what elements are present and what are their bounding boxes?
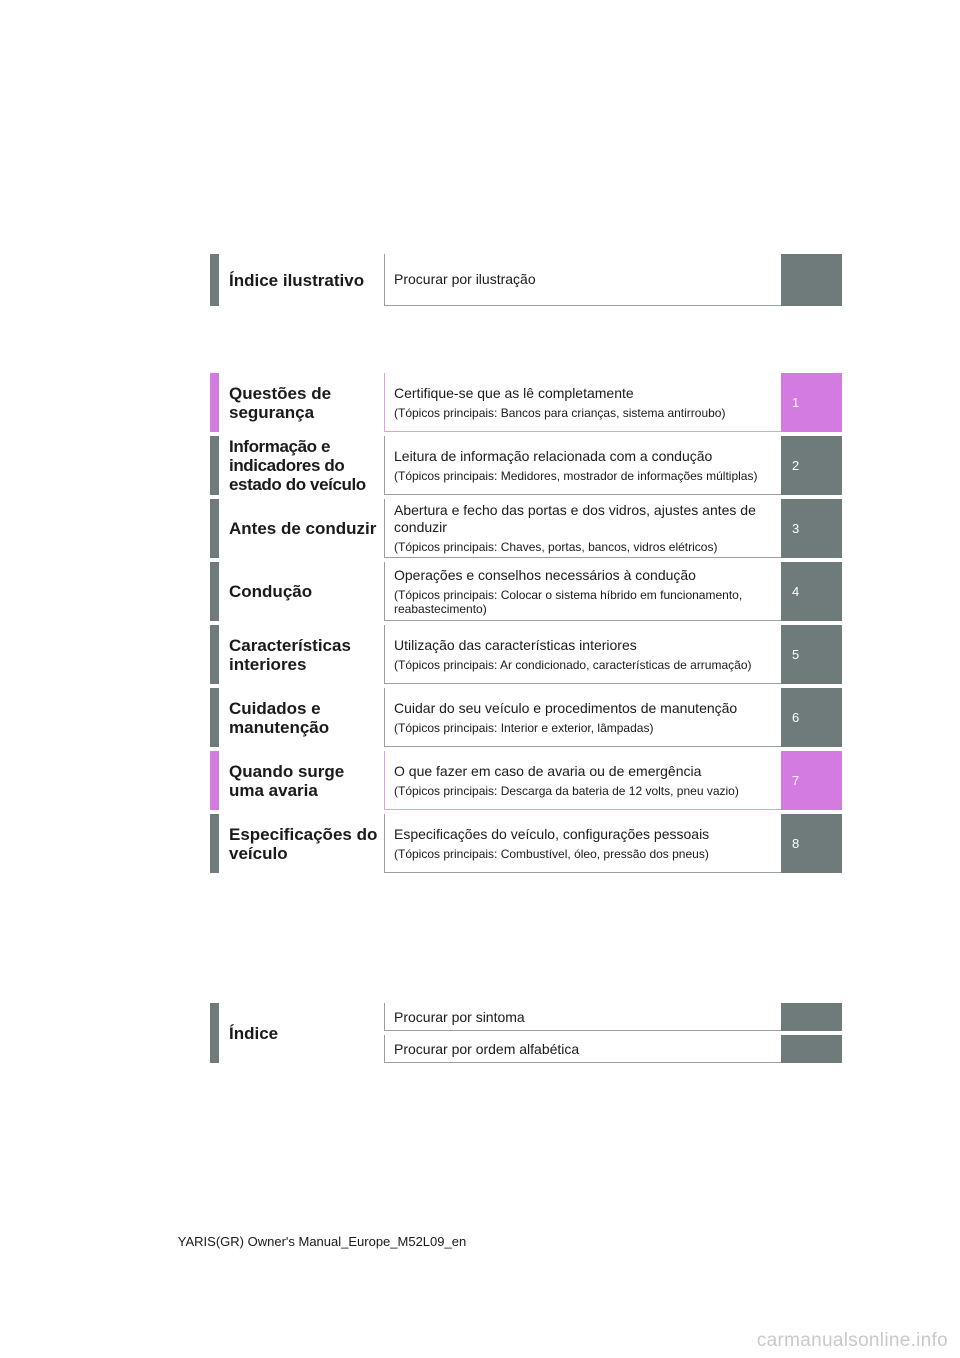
chapter-desc-main: Cuidar do seu veículo e procedimentos de manutenção bbox=[394, 699, 738, 716]
chapter-row-7[interactable] bbox=[210, 751, 842, 810]
chapter-desc bbox=[384, 562, 781, 621]
row-marker-bar bbox=[210, 751, 219, 810]
chapter-desc bbox=[384, 814, 781, 873]
row-marker-bar bbox=[210, 814, 219, 873]
index-item-tab[interactable] bbox=[781, 1035, 842, 1063]
chapter-title: Especificações do veículo bbox=[229, 824, 378, 863]
chapter-desc-sub: (Tópicos principais: Medidores, mostrador de informações múltiplas) bbox=[394, 468, 758, 483]
illustrative-index-title: Índice ilustrativo bbox=[229, 270, 365, 290]
chapter-tab[interactable]: 8 bbox=[781, 814, 842, 873]
illustrative-index-desc bbox=[384, 254, 781, 306]
chapter-desc-sub: (Tópicos principais: Ar condicionado, características de arrumação) bbox=[394, 657, 752, 672]
chapter-row-6[interactable] bbox=[210, 688, 842, 747]
chapter-title: Condução bbox=[229, 582, 313, 601]
chapter-title: Quando surge uma avaria bbox=[229, 761, 345, 800]
illustrative-index-row[interactable] bbox=[210, 254, 842, 306]
chapter-desc bbox=[384, 688, 781, 747]
chapter-desc-main: Leitura de informação relacionada com a condução bbox=[394, 447, 713, 464]
chapter-desc-main: Certifique-se que as lê completamente bbox=[394, 384, 634, 401]
row-marker-bar bbox=[210, 373, 219, 432]
chapter-title: Questões de segurança bbox=[229, 383, 332, 422]
chapter-desc bbox=[384, 751, 781, 810]
chapter-row-8[interactable] bbox=[210, 814, 842, 873]
index-item-symptom[interactable] bbox=[384, 1003, 842, 1031]
row-marker-bar bbox=[210, 562, 219, 621]
chapter-desc-sub: (Tópicos principais: Chaves, portas, bancos, vidros elétricos) bbox=[394, 540, 718, 554]
chapter-title: Informação e indicadores do estado do veículo bbox=[229, 437, 366, 494]
chapter-title: Antes de conduzir bbox=[229, 519, 377, 538]
chapter-desc bbox=[384, 373, 781, 432]
index-item-label: Procurar por sintoma bbox=[384, 1003, 781, 1031]
chapter-desc-sub: (Tópicos principais: Combustível, óleo, pressão dos pneus) bbox=[394, 846, 709, 861]
chapter-tab[interactable]: 6 bbox=[781, 688, 842, 747]
index-item-tab[interactable] bbox=[781, 1003, 842, 1031]
row-marker-bar bbox=[210, 436, 219, 495]
chapter-desc-main: Utilização das características interiores bbox=[394, 636, 637, 653]
chapter-desc bbox=[384, 436, 781, 495]
chapter-tab[interactable]: 5 bbox=[781, 625, 842, 684]
row-marker-bar bbox=[210, 625, 219, 684]
chapter-tab[interactable]: 4 bbox=[781, 562, 842, 621]
chapter-row-3[interactable] bbox=[210, 499, 842, 558]
row-marker-bar bbox=[210, 1003, 219, 1063]
chapter-tab[interactable]: 2 bbox=[781, 436, 842, 495]
chapter-desc-sub: (Tópicos principais: Bancos para crianças, sistema antirroubo) bbox=[394, 405, 726, 420]
chapter-row-5[interactable] bbox=[210, 625, 842, 684]
chapter-tab[interactable]: 7 bbox=[781, 751, 842, 810]
chapter-tab[interactable]: 3 bbox=[781, 499, 842, 558]
illustrative-index-desc-text: Procurar por ilustração bbox=[394, 271, 536, 287]
row-marker-bar bbox=[210, 254, 219, 306]
illustrative-index-tab[interactable] bbox=[781, 254, 842, 306]
chapter-row-4[interactable] bbox=[210, 562, 842, 621]
row-marker-bar bbox=[210, 688, 219, 747]
watermark: carmanualsonline.info bbox=[756, 1330, 948, 1351]
chapter-tab[interactable]: 1 bbox=[781, 373, 842, 432]
chapter-desc-main: O que fazer em caso de avaria ou de emergência bbox=[394, 762, 702, 779]
index-title: Índice bbox=[229, 1023, 279, 1043]
index-item-label: Procurar por ordem alfabética bbox=[384, 1035, 781, 1063]
row-marker-bar bbox=[210, 499, 219, 558]
chapter-desc-main: Operações e conselhos necessários à condução bbox=[394, 566, 696, 583]
chapter-desc-sub: (Tópicos principais: Descarga da bateria de 12 volts, pneu vazio) bbox=[394, 783, 739, 798]
chapter-desc-sub: (Tópicos principais: Interior e exterior, lâmpadas) bbox=[394, 720, 654, 735]
chapter-title: Cuidados e manutenção bbox=[229, 698, 330, 737]
chapter-desc-main: Especificações do veículo, configurações pessoais bbox=[394, 825, 710, 842]
chapter-desc-sub: (Tópicos principais: Colocar o sistema híbrido em funcionamento, reabastecimento) bbox=[394, 587, 743, 616]
chapter-desc bbox=[384, 499, 781, 558]
chapter-title: Características interiores bbox=[229, 635, 351, 674]
chapter-desc-main: Abertura e fecho das portas e dos vidros, ajustes antes de conduzir bbox=[394, 502, 756, 535]
index-item-alphabetical[interactable] bbox=[384, 1035, 842, 1063]
chapter-row-2[interactable] bbox=[210, 436, 842, 495]
chapter-desc bbox=[384, 625, 781, 684]
footer-manual-code: YARIS(GR) Owner's Manual_Europe_M52L09_en bbox=[177, 1234, 467, 1249]
chapter-row-1[interactable] bbox=[210, 373, 842, 432]
